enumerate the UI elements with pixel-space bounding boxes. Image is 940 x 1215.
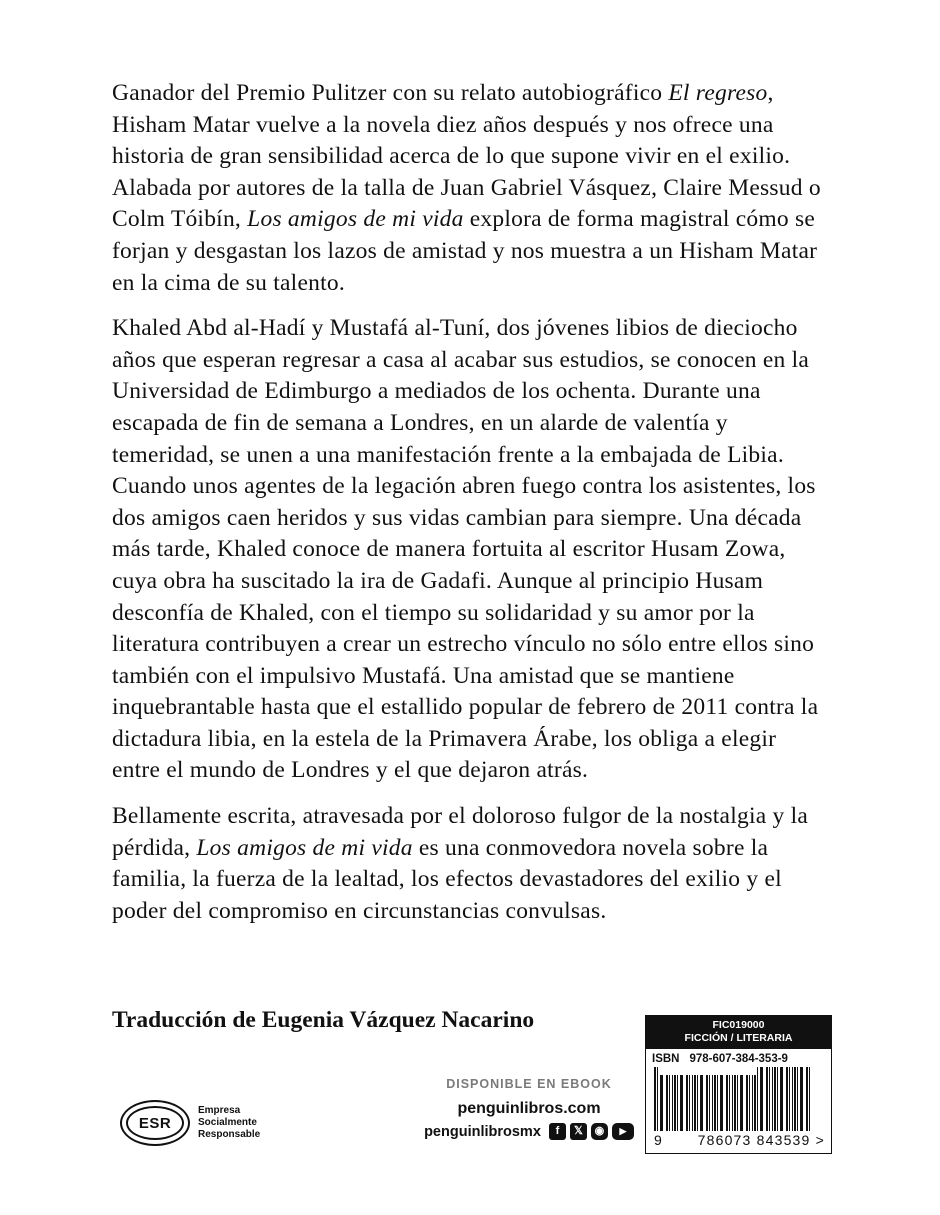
esr-badge-icon [120, 1100, 190, 1146]
isbn-value: 978-607-384-353-9 [689, 1053, 788, 1066]
bisac-category [646, 1016, 831, 1049]
ean-barcode-icon [654, 1067, 823, 1131]
barcode-block [645, 1015, 832, 1154]
publisher-website[interactable]: penguinlibros.com [457, 1100, 601, 1117]
social-handle: penguinlibrosmx [424, 1123, 541, 1140]
isbn-label: ISBN [652, 1053, 680, 1066]
blurb-paragraph-3: Bellamente escrita, atravesada por el doloroso fulgor de la nostalgia y la pérdida, Los amigos de mi vida es una conmovedora novela sobre la familia, la fuerza de la lealtad, los efectos devastadores del exilio y el poder del compromiso en circunstancias convulsas. [112, 803, 809, 924]
esr-line-3: Responsable [198, 1129, 261, 1141]
ean-left-digit: 9 [654, 1132, 663, 1149]
esr-text [198, 1105, 260, 1142]
ean-right-digits: 786073 843539 > [697, 1132, 825, 1149]
esr-line-2: Socialmente [198, 1116, 257, 1128]
isbn-row [646, 1049, 831, 1067]
youtube-icon[interactable]: ▶ [612, 1123, 634, 1140]
blurb-text [112, 78, 830, 927]
ean-digits [646, 1131, 831, 1153]
blurb-paragraph-2: Khaled Abd al-Hadí y Mustafá al-Tuní, dos jóvenes libios de dieciocho años que esperan regresar a casa al acabar sus estudios, se conocen en la Universidad de Edimburgo a mediados de los ochenta. Durante una escapada de fin de semana a Londres, en un alarde de valentía y temeridad, se unen a una manifestación frente a la embajada de Libia. Cuando unos agentes de la legación abren fuego contra los asistentes, los dos amigos caen heridos y sus vidas cambian para siempre. Una década más tarde, Khaled conoce de manera fortuita al escritor Husam Zowa, cuya obra ha suscitado la ira de Gadafi. Aunque al principio Husam desconfía de Khaled, con el tiempo su solidaridad y su amor por la literatura contribuyen a crear un estrecho vínculo no sólo entre ellos sino también con el impulsivo Mustafá. Una amistad que se mantiene inquebrantable hasta que el estallido popular de febrero de 2011 contra la dictadura libia, en la estela de la Primavera Árabe, los obliga a elegir entre el mundo de Londres y el que dejaron atrás. [112, 315, 819, 784]
social-row [404, 1123, 654, 1140]
ebook-availability-note: DISPONIBLE EN EBOOK [446, 1077, 612, 1091]
bisac-code: FIC019000 [712, 1019, 765, 1031]
esr-line-1: Empresa [198, 1104, 241, 1116]
publisher-info [404, 1077, 654, 1140]
x-icon[interactable]: 𝕏 [570, 1123, 587, 1140]
blurb-paragraph-1: Ganador del Premio Pulitzer con su relato autobiográfico El regreso, Hisham Matar vuelve a la novela diez años después y nos ofrece una historia de gran sensibilidad acerca de lo que supone vivir en el exilio. Alabada por autores de la talla de Juan Gabriel Vásquez, Claire Messud o Colm Tóibín, Los amigos de mi vida explora de forma magistral cómo se forjan y desgastan los lazos de amistad y nos muestra a un Hisham Matar en la cima de su talento. [112, 80, 821, 296]
facebook-icon[interactable]: f [549, 1123, 566, 1140]
translator-credit: Traducción de Eugenia Vázquez Nacarino [112, 1007, 535, 1033]
instagram-icon[interactable]: ◉ [591, 1123, 608, 1140]
esr-badge-label: ESR [138, 1114, 172, 1132]
esr-logo [120, 1092, 300, 1154]
bisac-text: FICCIÓN / LITERARIA [684, 1032, 793, 1045]
